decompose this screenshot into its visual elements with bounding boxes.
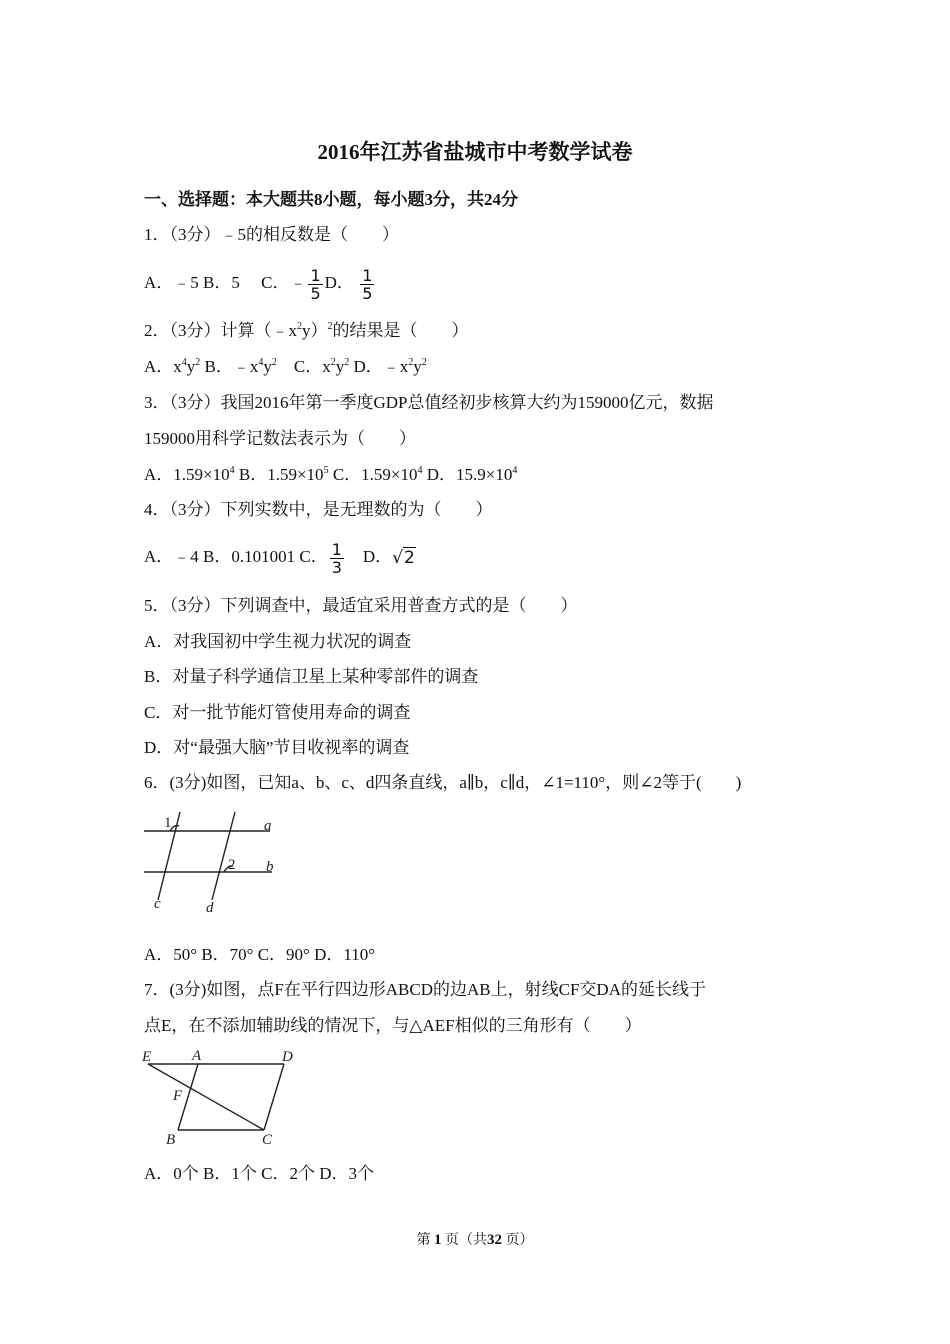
question-7-options: A．0个 B．1个 C．2个 D．3个	[144, 1164, 374, 1183]
line-c-label: c	[154, 896, 161, 912]
page-title: 2016年江苏省盐城市中考数学试卷	[317, 140, 633, 164]
line-b-label: b	[266, 859, 274, 875]
section-heading: 一、选择题：本大题共8小题，每小题3分，共24分	[144, 190, 518, 209]
question-6-options: A．50° B．70° C．90° D．110°	[144, 945, 376, 964]
parallelogram-figure	[140, 1044, 305, 1149]
point-e-label: E	[142, 1049, 152, 1065]
point-c-label: C	[262, 1132, 273, 1148]
question-2-stem: 2．（3分）计算$(﹣x^2y)^2$的结果是（ ）	[144, 321, 469, 340]
point-f-label: F	[173, 1088, 183, 1104]
option-b: B．对量子科学通信卫星上某种零部件的调查	[144, 667, 479, 686]
point-b-label: B	[166, 1132, 176, 1148]
square-root: √2	[392, 548, 415, 569]
point-d-label: D	[282, 1049, 293, 1065]
question-5-stem: 5．（3分）下列调查中，最适宜采用普查方式的是（ ）	[144, 596, 578, 615]
option-a: A．﹣5	[144, 273, 199, 292]
point-a-label: A	[192, 1048, 202, 1064]
fraction: $\frac{1}{5}$	[310, 265, 321, 303]
question-6-stem: 6．(3分)如图，已知a、b、c、d四条直线，a∥b，c∥d，∠1=110°，则∠2等于( )	[144, 773, 742, 792]
question-4-stem: 4．（3分）下列实数中，是无理数的为（ ）	[144, 500, 493, 519]
option-b: B．5	[203, 273, 240, 292]
fraction: $\frac{1}{5}$	[362, 265, 373, 303]
line-d-label: d	[206, 900, 214, 916]
option-c-label: C．﹣	[261, 273, 307, 292]
question-7-line-2: 点E，在不添加辅助线的情况下，与△AEF相似的三角形有（ ）	[144, 1016, 642, 1035]
angle-1-label: 1	[164, 815, 172, 831]
question-3-line-1: 3．（3分）我国2016年第一季度GDP总值经初步核算大约为159000亿元，数据	[144, 393, 714, 412]
option-a: A．对我国初中学生视力状况的调查	[144, 632, 412, 651]
page-number: 1	[434, 1232, 442, 1248]
question-7-line-1: 7．(3分)如图，点F在平行四边形ABCD的边AB上，射线CF交DA的延长线于	[144, 980, 706, 999]
question-2-options: A．$x^4y^2$ B．$﹣x^4y^2$ C．$x^2y^2$ D．$﹣x^2y^2$	[144, 357, 427, 376]
question-1-stem: 1．（3分）﹣5的相反数是（ ）	[144, 225, 399, 244]
fraction: $\frac{1}{3}$	[331, 539, 342, 577]
page-footer: 第 1 页（共32 页）	[416, 1232, 534, 1248]
option-d-label: D．	[324, 273, 354, 292]
question-1-options	[144, 266, 376, 302]
question-4-options: A．﹣4 B．0.101001 C． $\frac{1}{3}$ D．√2	[144, 539, 415, 577]
option-c: C．对一批节能灯管使用寿命的调查	[144, 703, 411, 722]
question-3-line-2: 159000用科学记数法表示为（ ）	[144, 429, 416, 448]
line-a-label: a	[264, 818, 272, 834]
question-3-options: A．$1.59\times 10^4$ B．$1.59\times 10^5$ C．$1.59\times 10^4$ D．$15.9\times 10^4$	[144, 465, 518, 484]
total-pages: 32	[487, 1232, 502, 1248]
option-d: D．对“最强大脑”节目收视率的调查	[144, 738, 410, 757]
angle-2-label: 2	[228, 857, 236, 873]
parallel-lines-figure	[140, 808, 290, 920]
